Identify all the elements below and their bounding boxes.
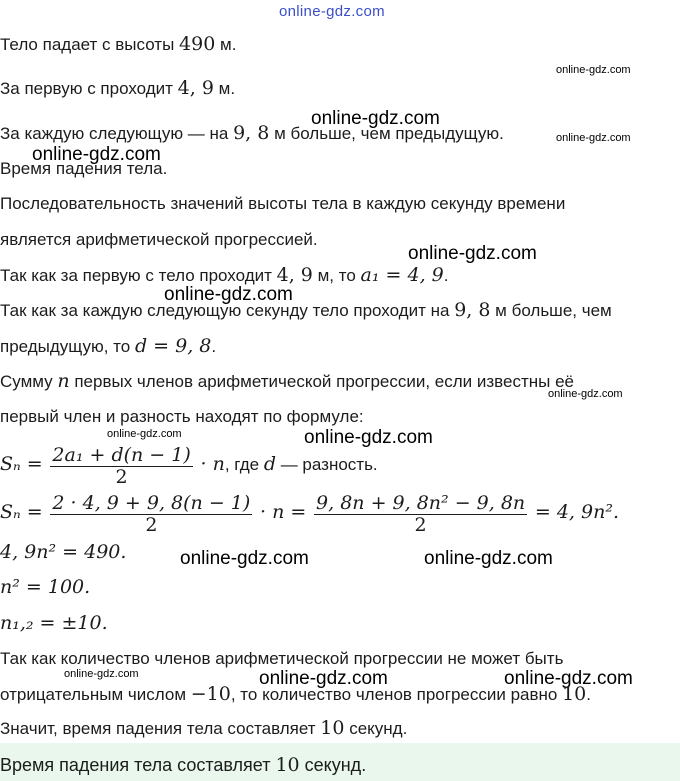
solution-line: является арифметической прогрессией. [0,230,318,249]
watermark: online-gdz.com [556,132,631,144]
solution-line: Сумму n первых членов арифметической прогрессии, если известны её [0,370,574,392]
equation: n² = 100. [0,576,91,598]
watermark: online-gdz.com [180,548,309,569]
given-first-second: За первую с проходит 4, 9 м. [0,77,236,99]
watermark: online-gdz.com [259,668,388,689]
find-line: Время падения тела. [0,159,168,178]
solution-line: Так как за каждую следующую секунду тело проходит на 9, 8 м больше, чем [0,299,612,321]
equation: 4, 9n² = 490. [0,541,127,563]
watermark: online-gdz.com [32,144,161,165]
equation: n₁,₂ = ±10. [0,612,108,634]
answer-text: Время падения тела составляет 10 секунд. [0,754,367,776]
solution-line: Так как за первую с тело проходит 4, 9 м, то a₁ = 4, 9. [0,264,449,286]
conclusion-line: Так как количество членов арифметической прогрессии не может быть [0,649,564,668]
watermark: online-gdz.com [408,243,537,264]
solution-line: первый член и разность находят по формуле: [0,407,364,426]
given-height: Тело падает с высоты 490 м. [0,33,237,55]
watermark: online-gdz.com [548,388,623,400]
watermark: online-gdz.com [164,284,293,305]
watermark: online-gdz.com [304,427,433,448]
sum-substitution: Sₙ = $\frac{2 \cdot 4, 9 + 9, 8(n - 1)}{2}$ · n = $\frac{\text{9, 8n + 9, 8n² − 9, 8n}}{2}$ = 4, 9n². [0,491,619,536]
watermark: online-gdz.com [424,548,553,569]
conclusion-line: Значит, время падения тела составляет 10 секунд. [0,717,408,739]
watermark-top: online-gdz.com [279,3,385,20]
watermark: online-gdz.com [504,668,633,689]
watermark: online-gdz.com [64,668,139,680]
sum-formula: Sₙ = $\frac{\text{2a₁ + d(n − 1)}}{2}$ · n, где d — разность. [0,443,378,488]
watermark: online-gdz.com [311,108,440,129]
given-each-next: За каждую следующую — на 9, 8 м больше, чем предыдущую. [0,122,504,144]
watermark: online-gdz.com [556,64,631,76]
conclusion-line: отрицательным числом −10, то количество членов прогрессии равно 10. [0,683,592,705]
solution-line: предыдущую, то d = 9, 8. [0,335,217,357]
watermark: online-gdz.com [107,428,182,440]
solution-line: Последовательность значений высоты тела в каждую секунду времени [0,194,566,213]
